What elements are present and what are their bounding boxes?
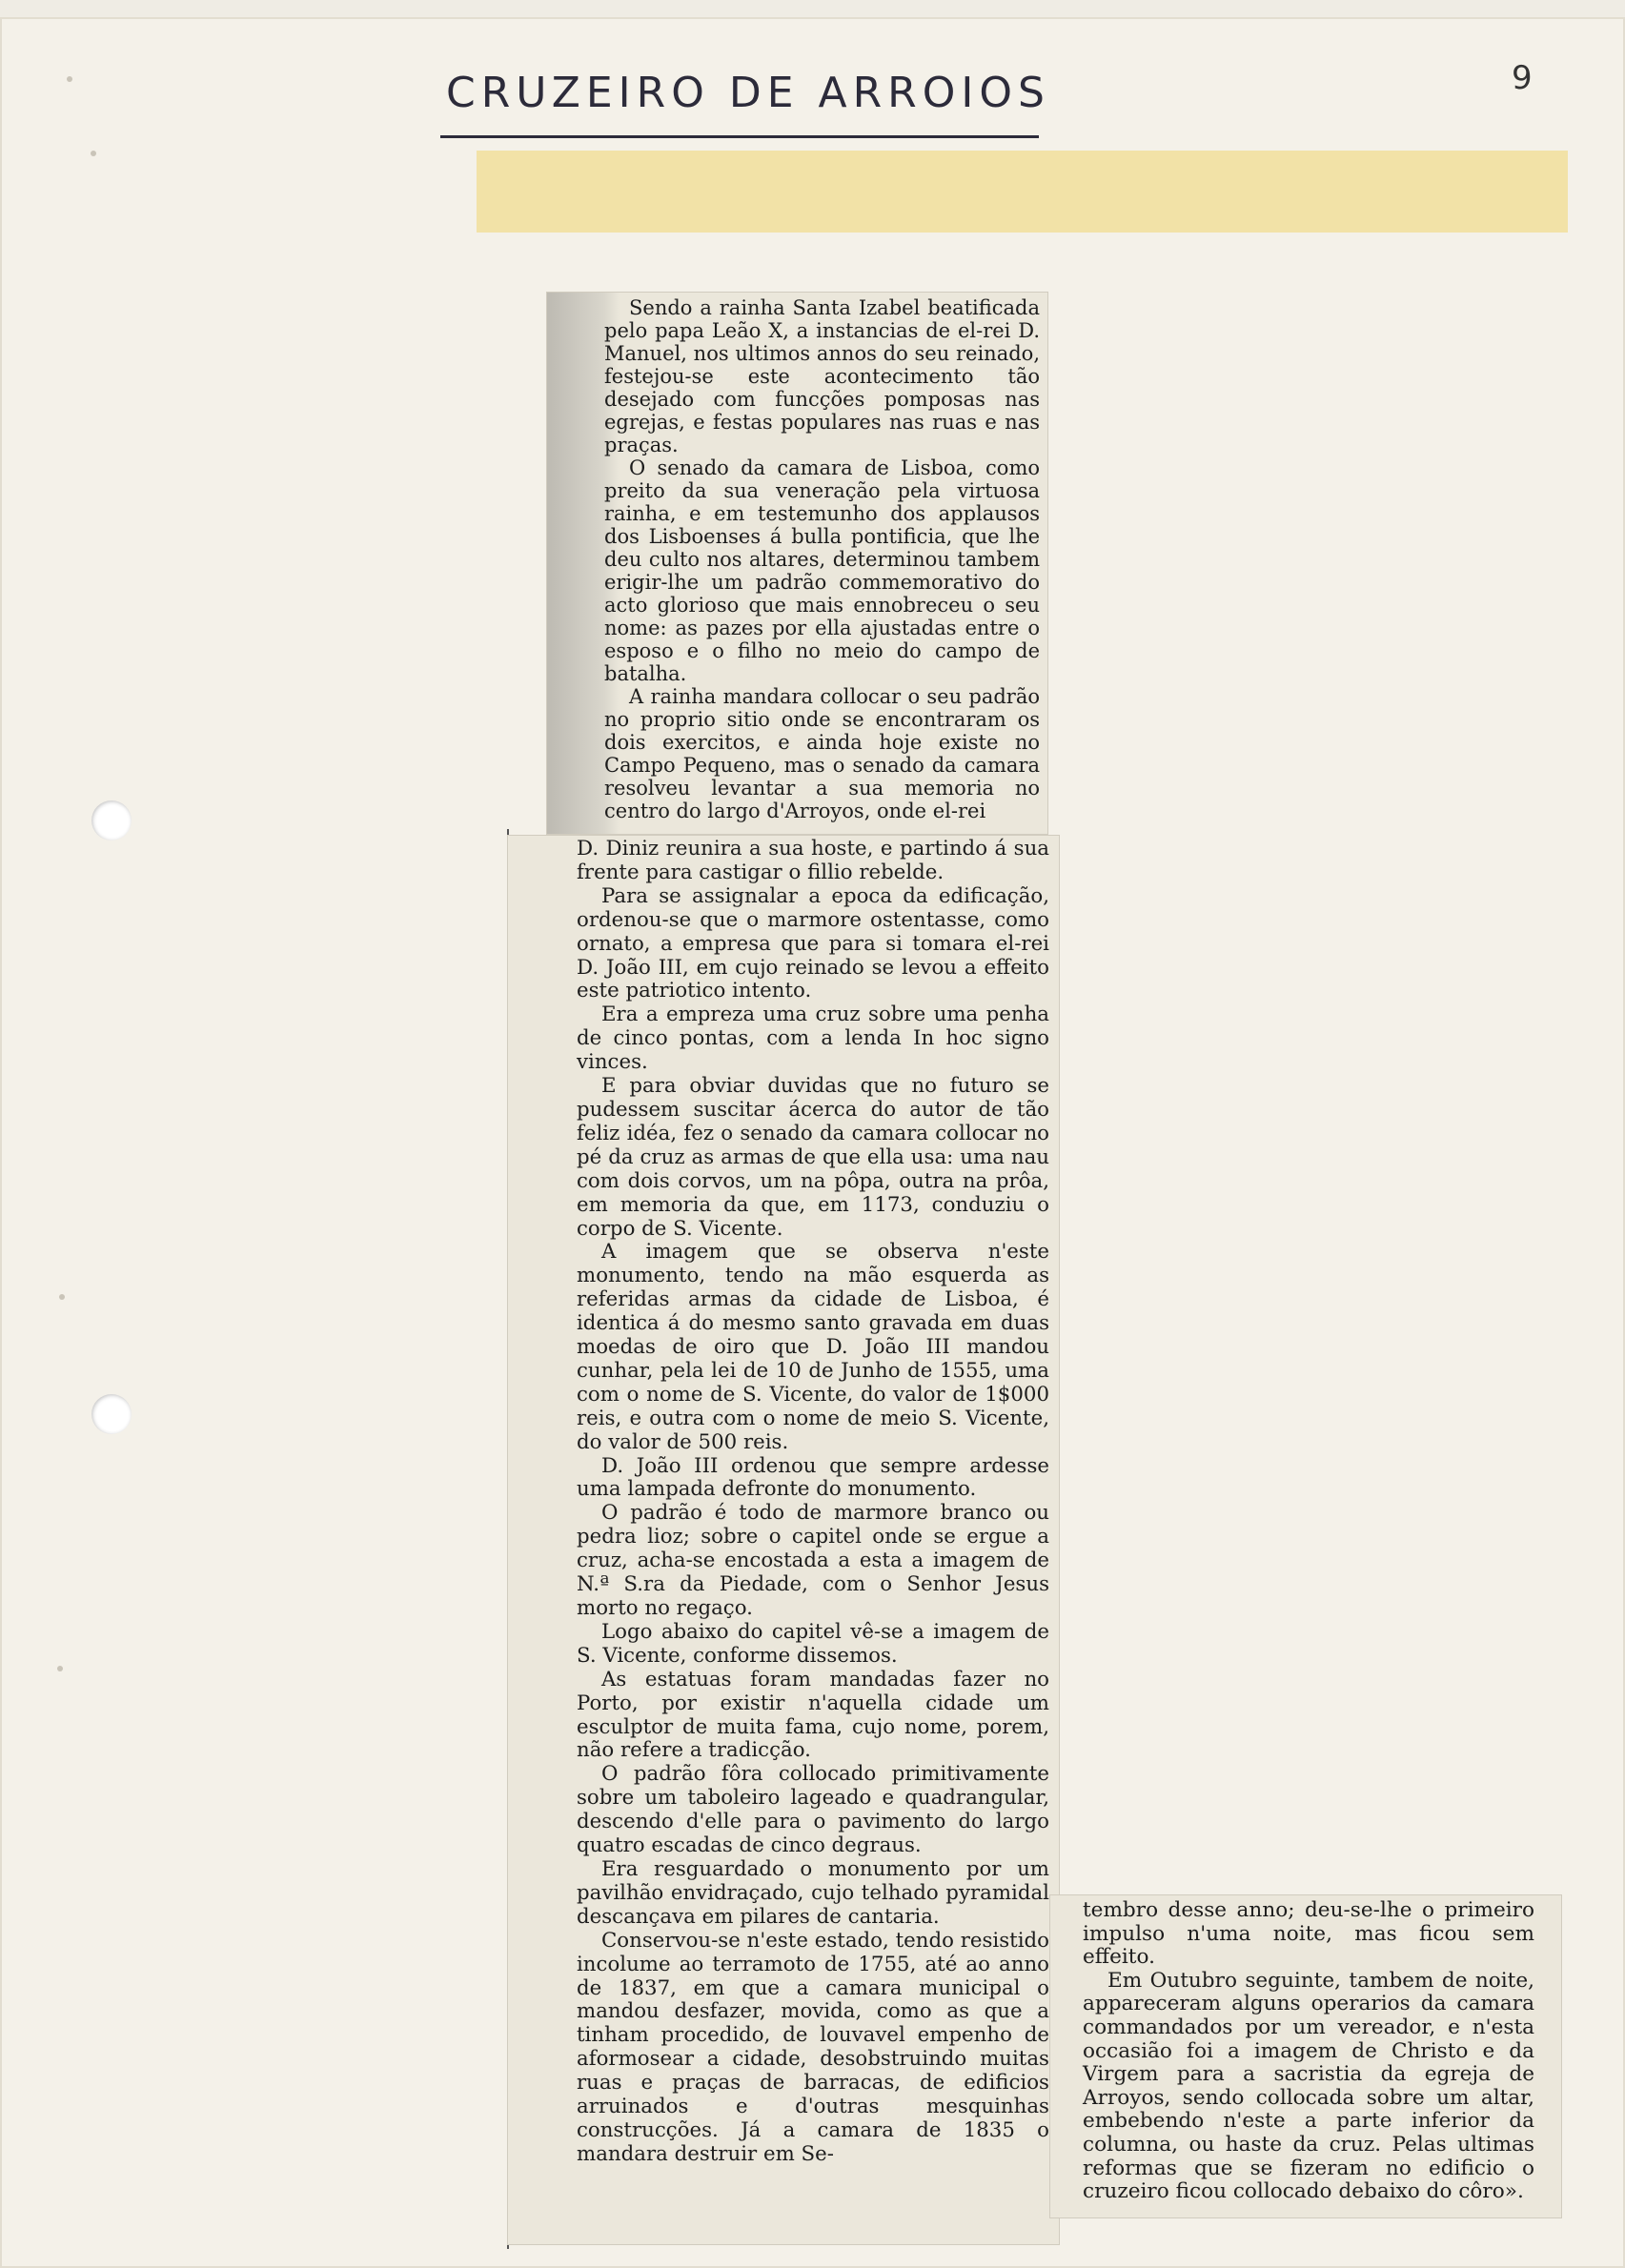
page-number: 9 bbox=[1512, 59, 1533, 97]
adhesive-tape bbox=[477, 151, 1568, 233]
page-mark bbox=[67, 76, 72, 82]
clipping-paragraph: Logo abaixo do capitel vê-se a imagem de S. Vicente, conforme dissemos. bbox=[577, 1619, 1049, 1668]
clipping-paragraph: Para se assignalar a epoca da edificação, ordenou-se que o marmore ostentasse, como ornato, a empresa que para si tomara el-rei D. João III, em cujo reinado se levou a effeito este patriotico intento. bbox=[577, 883, 1049, 1003]
clipping-paragraph: O senado da camara de Lisboa, como preito da sua veneração pela virtuosa rainha, e em testemunho dos applausos dos Lisboenses á bulla pontificia, que lhe deu culto nos altares, determinou tambem erigir-lhe um padrão commemorativo do acto glorioso que mais ennobreceu o seu nome: as pazes por ella ajustadas entre o esposo e o filho no meio do campo de batalha. bbox=[604, 456, 1040, 685]
clipping-paragraph: Sendo a rainha Santa Izabel beatificada pelo papa Leão X, a instancias de el-rei D. Manuel, nos ultimos annos do seu reinado, festejou-se este acontecimento tão desejado com funcções pomposas nas egrejas, e festas populares nas ruas e nas praças. bbox=[604, 296, 1040, 456]
newspaper-clipping-part-2 bbox=[507, 835, 1060, 2245]
clipping-paragraph: As estatuas foram mandadas fazer no Porto, por existir n'aquella cidade um esculptor de muita fama, cujo nome, porem, não refere a tradicção. bbox=[577, 1667, 1049, 1763]
clipping-paragraph: A imagem que se observa n'este monumento, tendo na mão esquerda as referidas armas da cidade de Lisboa, é identica á do mesmo santo gravada em duas moedas de oiro que D. João III mandou cunhar, pela lei de 10 de Junho de 1555, uma com o nome de S. Vicente, do valor de 1$000 reis, e outra com o nome de meio S. Vicente, do valor de 500 reis. bbox=[577, 1240, 1049, 1454]
title-underline bbox=[440, 135, 1039, 138]
page-title: CRUZEIRO DE ARROIOS bbox=[446, 69, 1050, 117]
clipping-paragraph: D. João III ordenou que sempre ardesse uma lampada defronte do monumento. bbox=[577, 1453, 1049, 1502]
clipping-paragraph: Era a empreza uma cruz sobre uma penha de cinco pontas, com a lenda In hoc signo vinces. bbox=[577, 1002, 1049, 1075]
page-mark bbox=[91, 151, 96, 156]
page-mark bbox=[59, 1294, 65, 1300]
newspaper-clipping-part-3 bbox=[1049, 1894, 1562, 2218]
clipping-paragraph: O padrão fôra collocado primitivamente sobre um taboleiro lageado e quadrangular, descendo d'elle para o pavimento do largo quatro escadas de cinco degraus. bbox=[577, 1762, 1049, 1858]
newspaper-clipping-part-1 bbox=[546, 292, 1048, 835]
clipping-paragraph: E para obviar duvidas que no futuro se pudessem suscitar ácerca do autor de tão feliz idéa, fez o senado da camara collocar no pé da cruz as armas de que ella usa: uma nau com dois corvos, um na pôpa, outra na prôa, em memoria da que, em 1173, conduziu o corpo de S. Vicente. bbox=[577, 1074, 1049, 1241]
clipping-paragraph: D. Diniz reunira a sua hoste, e partindo á sua frente para castigar o fillio rebelde. bbox=[577, 837, 1049, 884]
clipping-paragraph: A rainha mandara collocar o seu padrão no proprio sitio onde se encontraram os dois exercitos, e ainda hoje existe no Campo Pequeno, mas o senado da camara resolveu levantar a sua memoria no centro do largo d'Arroyos, onde el-rei bbox=[604, 685, 1040, 822]
clipping-paragraph: Conservou-se n'este estado, tendo resistido incolume ao terramoto de 1755, até ao anno de 1837, em que a camara municipal o mandou desfazer, movida, como as que a tinham procedido, de louvavel empenho de aformosear a cidade, desobstruindo muitas ruas e praças de barracas, de edificios arruinados e d'outras mesquinhas construcções. Já a camara de 1835 o mandara destruir em Se- bbox=[577, 1928, 1049, 2166]
clipping-paragraph: O padrão é todo de marmore branco ou pedra lioz; sobre o capitel onde se ergue a cruz, acha-se encostada a esta a imagem de N.ª S.ra da Piedade, com o Senhor Jesus morto no regaço. bbox=[577, 1501, 1049, 1620]
clipping-paragraph: tembro desse anno; deu-se-lhe o primeiro impulso n'uma noite, mas ficou sem effeito. bbox=[1083, 1898, 1534, 1970]
clipping-paragraph: Era resguardado o monumento por um pavilhão envidraçado, cujo telhado pyramidal descançava em pilares de cantaria. bbox=[577, 1856, 1049, 1929]
punch-hole bbox=[91, 800, 132, 840]
clipping-paragraph: Em Outubro seguinte, tambem de noite, appareceram alguns operarios da camara commandados por um vereador, e n'esta occasião foi a imagem de Christo e da Virgem para a sacristia da egreja de Arroyos, sendo collocada sobre um altar, embebendo n'este a parte inferior da columna, ou haste da cruz. Pelas ultimas reformas que se fizeram no edificio o cruzeiro ficou collocado debaixo do côro». bbox=[1083, 1968, 1534, 2204]
page-mark bbox=[57, 1666, 63, 1671]
punch-hole bbox=[91, 1394, 132, 1434]
